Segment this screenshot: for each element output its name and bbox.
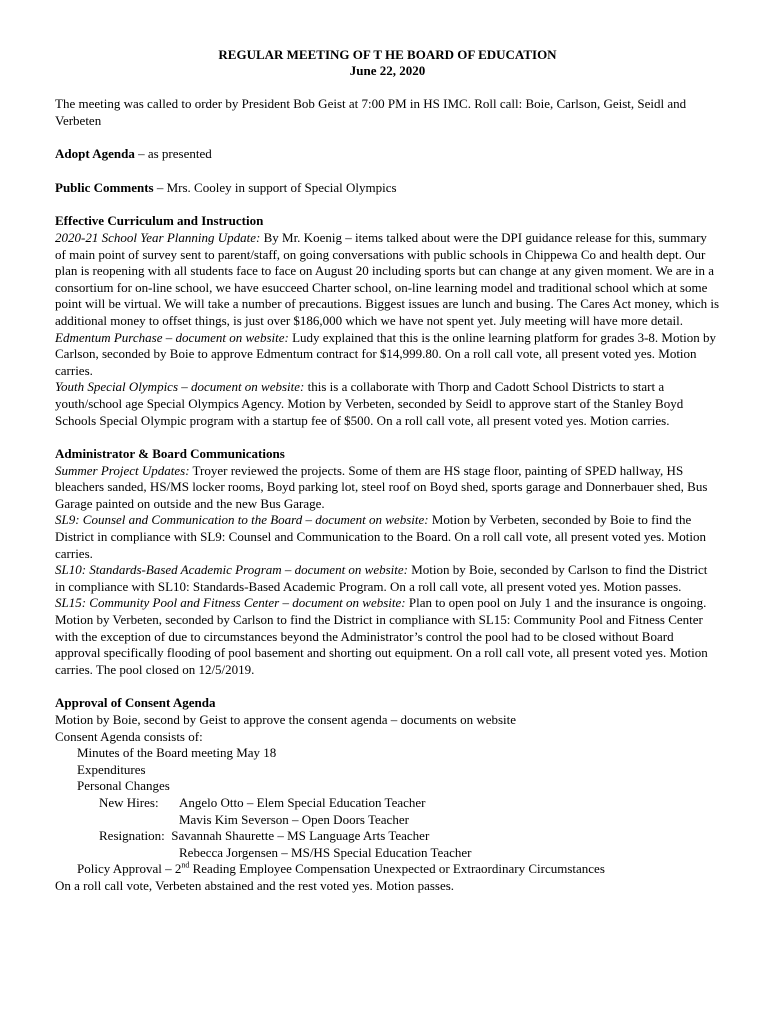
resignation-entry: Savannah Shaurette – MS Language Arts Teacher (171, 828, 430, 844)
new-hires-label: New Hires: (99, 794, 159, 810)
consent-heading: Approval of Consent Agenda (55, 695, 216, 711)
resignation-row (55, 828, 720, 845)
admin-item-title: SL15: Community Pool and Fitness Center – document on website: (55, 595, 406, 611)
curriculum-item-title: Youth Special Olympics – document on website: (55, 379, 305, 395)
curriculum-item (55, 379, 720, 429)
curriculum-item-text: By Mr. Koenig – items talked about were the DPI guidance release for this, summary of main point of survey sent to parent/staff, on going conversations with public schools in Chippewa Co and health dept. Our plan is reopening with all students face to face on August 20 including sports but can change at any given moment. We are in a consortium for on-line school, we have esucceed Charter school, on-line learning model and traditional school which at some point will be virtual. We will take a number of precautions. Biggest issues are lunch and busing. The Cares Act money, which is additional money to offset things, is just over $186,000 which we have not spent yet. July meeting will have more detail. (55, 229, 720, 328)
curriculum-item-text: this is a collaborate with Thorp and Cadott School Districts to start a youth/school age Special Olympics Agency. Motion by Verbeten, seconded by Seidl to approve start of the Stanley Boyd Schools Special Olympic program with a startup fee of $500. On a roll call vote, all present voted yes. Motion carries. (55, 379, 684, 428)
adopt-agenda-label: Adopt Agenda (55, 146, 135, 162)
curriculum-item (55, 330, 720, 380)
curriculum-item-text: Ludy explained that this is the online learning platform for grades 3-8. Motion by Carlson, seconded by Boie to approve Edmentum contract for $14,999.80. On a roll call vote, all present voted yes. Motion carries. (55, 329, 716, 378)
admin-item-text: Troyer reviewed the projects. Some of them are HS stage floor, painting of SPED hallway, HS bleachers sanded, HS/MS locker rooms, Boyd parking lot, steel roof on Boyd shed, sports garage and Donnerbauer shed, Bus Garage painted on outside and the new Bus Garage. (55, 462, 708, 511)
consent-expenditures: Expenditures (77, 761, 146, 777)
public-comments-text: – Mrs. Cooley in support of Special Olympics (153, 179, 397, 195)
admin-item-title: SL10: Standards-Based Academic Program – document on website: (55, 562, 408, 578)
resignation-label: Resignation: (99, 828, 165, 844)
policy-sup: nd (181, 861, 190, 871)
new-hire-entry: Angelo Otto – Elem Special Education Teacher (179, 794, 426, 810)
admin-item-text: Plan to open pool on July 1 and the insurance is ongoing. Motion by Verbeten, seconded by Carlson to find the District in compliance with SL15: Community Pool and Fitness Center with the exception of due to circumstances beyond the Administrator’s control the pool had to be closed without Board approval specifically flooding of pool basement and shorting out equipment. On a roll call vote, all present voted yes. Motion carries. The pool closed on 12/5/2019. (55, 595, 708, 677)
admin-item (55, 463, 720, 513)
admin-item-text: Motion by Verbeten, seconded by Boie to find the District in compliance with SL9: Counsel and Communication to the Board. On a roll call vote, all present voted yes. Motion carries. (55, 512, 706, 561)
admin-item-text: Motion by Boie, seconded by Carlson to find the District in compliance with SL10: Standards-Based Academic Program. On a roll call vote, all present voted yes. Motion passes. (55, 562, 708, 594)
new-hire-entry: Mavis Kim Severson – Open Doors Teacher (179, 811, 409, 827)
admin-item (55, 562, 720, 595)
document-title: REGULAR MEETING OF T HE BOARD OF EDUCATION (218, 47, 557, 62)
admin-item-title: SL9: Counsel and Communication to the Board – document on website: (55, 512, 429, 528)
minutes-document (55, 47, 720, 895)
public-comments-label: Public Comments (55, 179, 154, 195)
call-to-order: The meeting was called to order by President Bob Geist at 7:00 PM in HS IMC. Roll call: Boie, Carlson, Geist, Seidl and Verbeten (55, 96, 687, 128)
admin-item (55, 595, 720, 678)
curriculum-item-title: Edmentum Purchase – document on website: (55, 329, 289, 345)
consent-result: On a roll call vote, Verbeten abstained and the rest voted yes. Motion passes. (55, 877, 455, 893)
consent-personal-changes: Personal Changes (77, 778, 170, 794)
curriculum-item-title: 2020-21 School Year Planning Update: (55, 229, 261, 245)
policy-suffix: Reading Employee Compensation Unexpected or Extraordinary Circumstances (189, 861, 605, 877)
meeting-date: June 22, 2020 (349, 63, 426, 78)
admin-item (55, 512, 720, 562)
new-hires-row (55, 795, 720, 812)
policy-prefix: Policy Approval – 2 (77, 861, 182, 877)
admin-heading: Administrator & Board Communications (55, 446, 285, 462)
resignation-entry: Rebecca Jorgensen – MS/HS Special Education Teacher (179, 844, 472, 860)
curriculum-item (55, 230, 720, 330)
consent-consists: Consent Agenda consists of: (55, 728, 203, 744)
admin-item-title: Summer Project Updates: (55, 462, 190, 478)
consent-minutes: Minutes of the Board meeting May 18 (77, 745, 277, 761)
curriculum-heading: Effective Curriculum and Instruction (55, 213, 264, 229)
adopt-agenda (55, 146, 720, 163)
public-comments (55, 180, 720, 197)
policy-approval (55, 861, 720, 878)
consent-motion: Motion by Boie, second by Geist to approve the consent agenda – documents on website (55, 712, 517, 727)
adopt-agenda-text: – as presented (134, 146, 212, 162)
